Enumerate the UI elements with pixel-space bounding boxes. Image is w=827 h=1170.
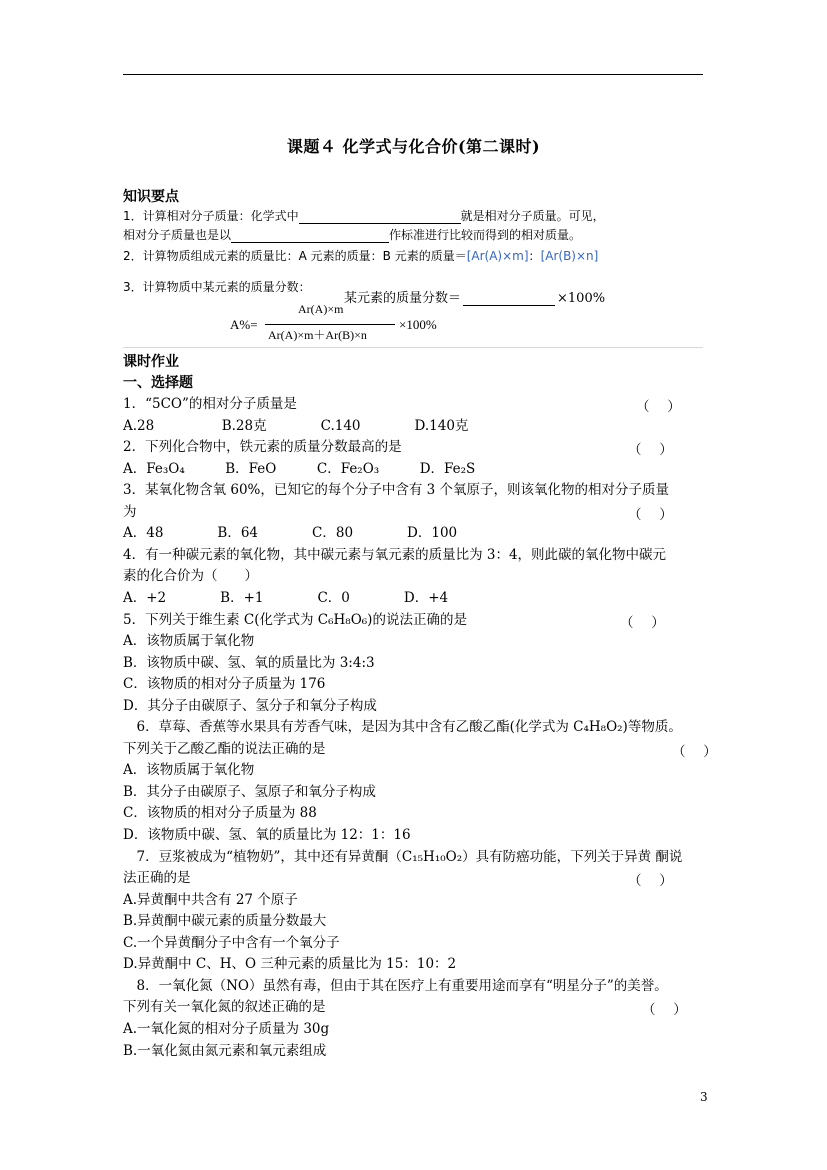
text-line: B.异黄酮中碳元素的质量分数最大 <box>123 913 327 930</box>
fill-blank <box>299 211 461 224</box>
text-line: 7．豆浆被成为“植物奶”，其中还有异黄酮（C₁₅H₁₀O₂）具有防癌功能，下列关于异黄 酮说 <box>123 848 683 865</box>
answer-parentheses: （ ） <box>642 1002 687 1019</box>
kp2-colon: ： <box>528 249 541 263</box>
answer-parentheses: （ ） <box>628 506 673 523</box>
text-line: B．该物质中碳、氢、氧的质量比为 3:4:3 <box>123 654 375 671</box>
text-line: A.一氧化氮的相对分子质量为 30g <box>123 1020 330 1037</box>
header-rule <box>123 74 703 75</box>
knowledge-point-3: 3．计算物质中某元素的质量分数： <box>123 280 311 294</box>
page-number: 3 <box>700 1090 708 1104</box>
knowledge-point-1 <box>123 207 605 224</box>
text-line: B.一氧化氮由氮元素和氧元素组成 <box>123 1042 327 1059</box>
kp2-text-a: 2．计算物质组成元素的质量比：A 元素的质量：B 元素的质量＝ <box>123 249 467 263</box>
formula-mass-fraction <box>344 287 605 306</box>
knowledge-heading: 知识要点 <box>123 189 179 205</box>
text-line: 5．下列关于维生素 C(化学式为 C₆H₈O₆)的说法正确的是 <box>123 611 467 628</box>
text-line: D．该物质中碳、氢、氧的质量比为 12：1：16 <box>123 827 411 843</box>
fill-blank <box>231 230 389 243</box>
answer-parentheses: （ ） <box>628 873 673 890</box>
text-line: 素的化合价为（ ） <box>123 568 258 585</box>
kp2-ratio-b: [Ar(B)×n] <box>540 249 599 263</box>
text-line: A.28 B.28克 C.140 D.140克 <box>123 417 469 434</box>
answer-parentheses: （ ） <box>672 743 717 760</box>
text-line: A．+2 B．+1 C．0 D．+4 <box>123 589 449 606</box>
kp1-text-b: 就是相对分子质量。可见， <box>460 209 605 223</box>
formula2-right: ×100% <box>399 317 437 332</box>
section-heading: 一、选择题 <box>123 375 193 391</box>
text-line: A.异黄酮中共含有 27 个原子 <box>123 891 298 908</box>
knowledge-point-1-cont <box>123 226 581 243</box>
text-line: 6．草莓、香蕉等水果具有芳香气味，是因为其中含有乙酸乙酯(化学式为 C₄H₈O₂)等物质。 <box>123 719 682 736</box>
text-line: D.异黄酮中 C、H、O 三种元素的质量比为 15：10：2 <box>123 956 457 973</box>
fraction-blank <box>463 297 555 306</box>
answer-parentheses: （ ） <box>620 614 665 631</box>
formula2-denominator: Ar(A)×m＋Ar(B)×n <box>268 328 367 342</box>
kp1-text-d: 作标准进行比较而得到的相对质量。 <box>389 228 582 242</box>
section-divider <box>123 347 703 348</box>
text-line: A．Fe₃O₄ B．FeO C．Fe₂O₃ D．Fe₂S <box>123 460 476 477</box>
kp1-text-c: 相对分子质量也是以 <box>123 228 232 242</box>
text-line: 3．某氧化物含氧 60%，已知它的每个分子中含有 3 个氧原子，则该氧化物的相对分子质量 <box>123 482 670 499</box>
text-line: 2．下列化合物中，铁元素的质量分数最高的是 <box>123 439 402 456</box>
text-line: C.一个异黄酮分子中含有一个氧分子 <box>123 934 340 951</box>
text-line: 法正确的是 <box>123 870 191 887</box>
text-line: 下列关于乙酸乙酯的说法正确的是 <box>123 740 326 757</box>
text-line: D．其分子由碳原子、氢分子和氧分子构成 <box>123 697 377 714</box>
formula2-numerator: Ar(A)×m <box>298 302 344 316</box>
text-line: B．其分子由碳原子、氢原子和氧分子构成 <box>123 783 376 800</box>
formula2-left: A%= <box>230 317 258 332</box>
text-line: 4．有一种碳元素的氧化物，其中碳元素与氧元素的质量比为 3：4，则此碳的氧化物中碳元 <box>123 546 667 563</box>
kp2-ratio-a: [Ar(A)×m] <box>466 249 529 263</box>
homework-heading: 课时作业 <box>123 354 179 370</box>
text-line: A．48 B．64 C．80 D．100 <box>123 525 458 542</box>
text-line: 为 <box>123 503 137 520</box>
answer-parentheses: （ ） <box>636 399 681 415</box>
text-line: C．该物质的相对分子质量为 176 <box>123 676 326 693</box>
answer-parentheses: （ ） <box>628 442 673 459</box>
formula1-left: 某元素的质量分数＝ <box>344 291 462 306</box>
text-line: 1．“5CO”的相对分子质量是 <box>123 396 297 412</box>
knowledge-point-2 <box>123 247 598 264</box>
page-title: 课题４ 化学式与化合价(第二课时) <box>286 137 541 156</box>
text-line: 8．一氧化氮（NO）虽然有毒，但由于其在医疗上有重要用途而享有“明星分子”的美誉。 <box>123 977 668 994</box>
text-line: 下列有关一氧化氮的叙述正确的是 <box>123 999 326 1016</box>
text-line: C．该物质的相对分子质量为 88 <box>123 805 317 822</box>
kp1-text-a: 1．计算相对分子质量：化学式中 <box>123 209 299 223</box>
text-line: A．该物质属于氧化物 <box>123 633 255 650</box>
formula1-right: ×100% <box>557 291 606 306</box>
fraction-bar <box>265 324 395 325</box>
text-line: A．该物质属于氧化物 <box>123 762 255 779</box>
